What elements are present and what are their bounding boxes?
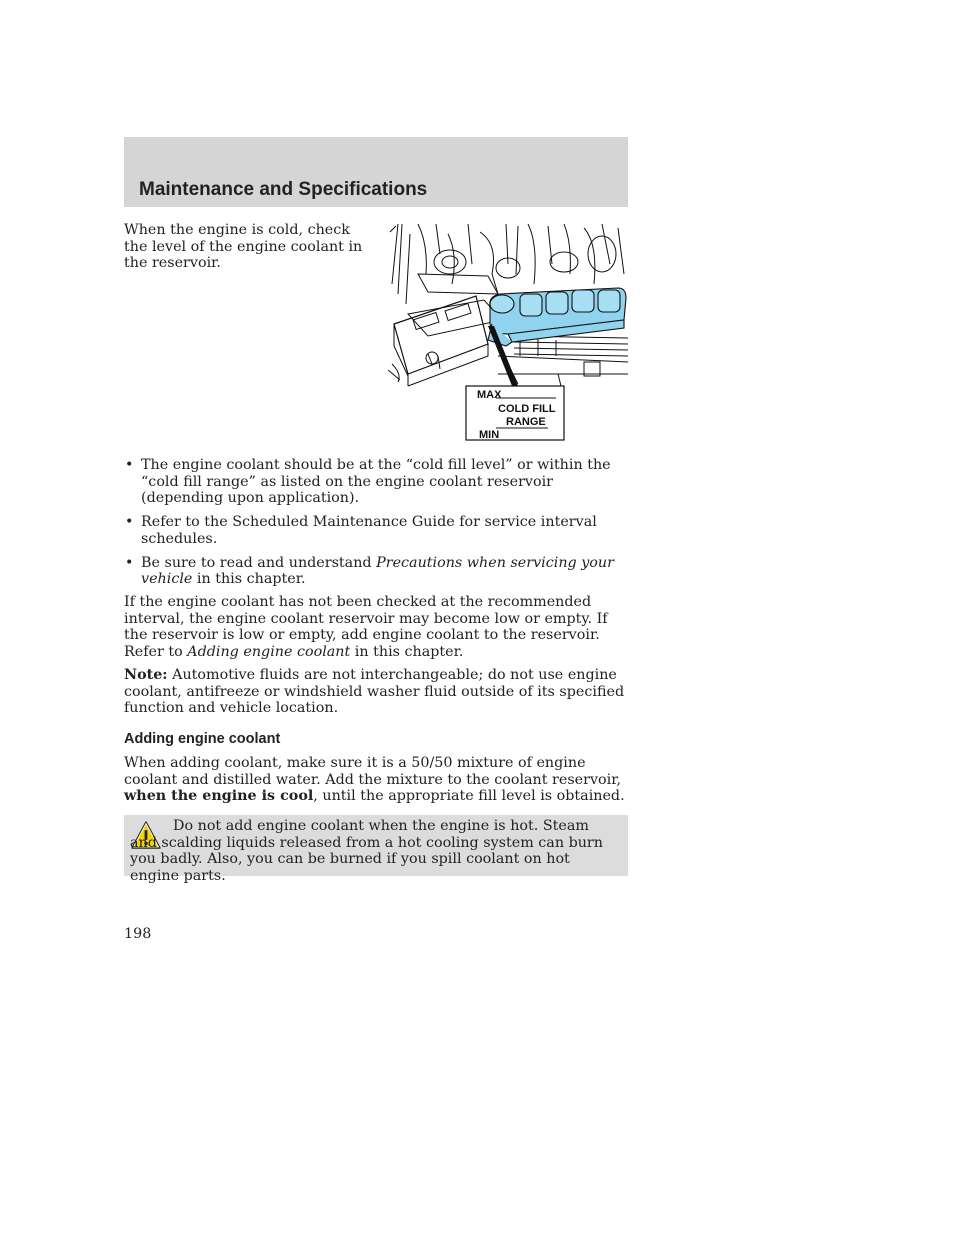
max-label: MAX xyxy=(477,389,502,401)
coolant-reservoir-illustration xyxy=(388,224,628,442)
list-item: • Refer to the Scheduled Maintenance Guide for service interval schedules. xyxy=(125,514,597,547)
section-title: Maintenance and Specifications xyxy=(139,179,428,200)
check-interval-paragraph: If the engine coolant has not been checked at the recommended interval, the engine coolant reservoir may become low or empty. If the reservoir is low or empty, add engine coolant to the reservoir. Refer to Adding engine coolant in this chapter. xyxy=(124,594,608,660)
list-item: • Be sure to read and understand Precautions when servicing your vehicle in this chapter. xyxy=(125,554,614,587)
cross-reference: Adding engine coolant xyxy=(187,643,351,660)
range-label: RANGE xyxy=(506,416,546,428)
subheading: Adding engine coolant xyxy=(124,731,281,747)
page-number: 198 xyxy=(124,926,152,942)
note-label: Note: xyxy=(124,667,168,683)
note-paragraph: Note: Automotive fluids are not interchangeable; do not use engine coolant, antifreeze or windshield washer fluid outside of its specified function and vehicle location. xyxy=(124,667,625,716)
cold-fill-label: COLD FILL xyxy=(498,403,556,415)
list-item: • The engine coolant should be at the “cold fill level” or within the “cold fill range” as listed on the engine coolant reservoir (depending upon application). xyxy=(125,457,611,506)
bullet-icon: • xyxy=(125,554,134,571)
bullet-icon: • xyxy=(125,457,134,473)
intro-paragraph: When the engine is cold, check the level of the engine coolant in the reservoir. xyxy=(124,222,363,271)
min-label: MIN xyxy=(479,429,500,441)
warning-text: Do not add engine coolant when the engine is hot. Steam and scalding liquids released from a hot cooling system can burn you badly. Also, you can be burned if you spill coolant on hot engine parts. xyxy=(130,818,603,884)
warning-box xyxy=(124,815,628,884)
bullet-list xyxy=(124,457,630,595)
bullet-icon: • xyxy=(125,514,134,530)
adding-coolant-paragraph: When adding coolant, make sure it is a 50/50 mixture of engine coolant and distilled water. Add the mixture to the coolant reservoir, when the engine is cool, until the appropriate fill level is obtained. xyxy=(124,755,625,804)
emphasis: when the engine is cool xyxy=(124,788,314,804)
cross-reference: Precautions when servicing your vehicle xyxy=(141,554,614,587)
section-header xyxy=(124,137,628,207)
